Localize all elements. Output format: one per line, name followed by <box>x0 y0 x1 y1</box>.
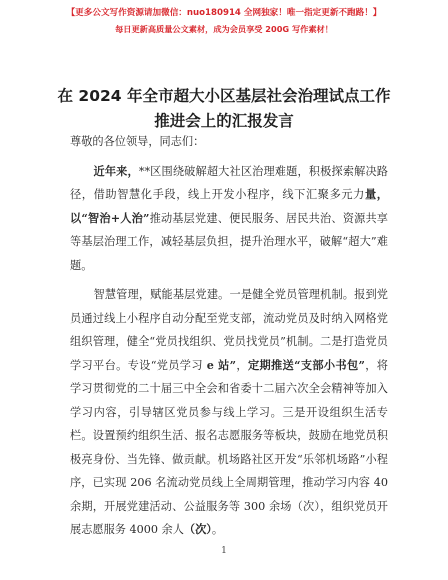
pb-text-4: 余期，开展党建活动、公益服务等 <box>70 499 244 513</box>
paragraph-party-building <box>70 283 388 542</box>
title-line-1: 在 2024 年全市超大小区基层社会治理试点工作 <box>57 87 391 105</box>
pb-count-events: 300 <box>243 499 266 513</box>
intro-highlight: 以“智治+人治” <box>70 210 150 225</box>
pb-text-3: 名流动党员线上全周期管理，推动学习内容 <box>151 476 374 489</box>
intro-lead: 近年来， <box>93 163 139 178</box>
pb-text-1: 智慧管理，赋能基层党建。一是健全党员管理机制。报到党员通过线上小程序自动分配至党支部，流动党员及时纳入网格党组织管理，健全“党员找组织、党员找党员”机制。二是打造党员学习平台。专设“党员学习 <box>70 288 388 372</box>
pb-text-6: 余人 <box>157 523 184 536</box>
title-line-2: 推进会上的汇报发言 <box>154 112 294 130</box>
intro-text-1: **区围绕破解超大社区治理难题，积极探索解决路径，借助智慧化手段，线上开发小程序，线下汇聚多元力 <box>70 164 388 201</box>
promo-line-1: 【更多公文写作资源请加微信：nuo180914 全网独家！唯一指定更新不跑路！】 <box>66 8 382 18</box>
pb-comma: ， <box>236 358 248 372</box>
intro-text-2: 量， <box>364 187 388 201</box>
page-number: 1 <box>221 546 227 556</box>
pb-end: 。 <box>211 523 224 536</box>
intro-text-3: 推动基层党建、便民服务、居民共治、资源共享等基层治理工作，减轻基层负担，提升治理水平，破解“超大”难题。 <box>70 211 388 272</box>
pb-count-members: 206 <box>130 476 152 489</box>
pb-schoolbag: 定期推送“支部小书包” <box>247 357 365 372</box>
document-title <box>0 84 448 134</box>
promo-line-2: 每日更新高质量公文素材，成为会员享受 200G 写作素材！ <box>115 24 333 34</box>
paragraph-intro <box>70 160 388 278</box>
greeting: 尊敬的各位领导，同志们： <box>70 135 205 148</box>
document-body <box>70 130 388 542</box>
promo-banner <box>0 6 448 36</box>
pb-text-5: 余场（次），组织党员开展志愿服务 <box>70 499 388 536</box>
pb-text-2: ，将学习贯彻党的二十届三中全会和省委十二届六次全会精神等加入学习内容，引导辖区党员参与线上学习。三是开设组织生活专栏。设置预约组织生活、报名志愿服务等板块，鼓励在地党员积极亮身份、当先锋、做贡献。机场路社区开发“乐邻机场路”小程序，已实现 <box>70 358 388 489</box>
pb-times: （次） <box>183 522 212 536</box>
pb-count-sessions: 40 <box>373 476 388 489</box>
pb-estation: e 站” <box>206 357 237 372</box>
pb-count-volunteers: 4000 <box>129 523 158 536</box>
